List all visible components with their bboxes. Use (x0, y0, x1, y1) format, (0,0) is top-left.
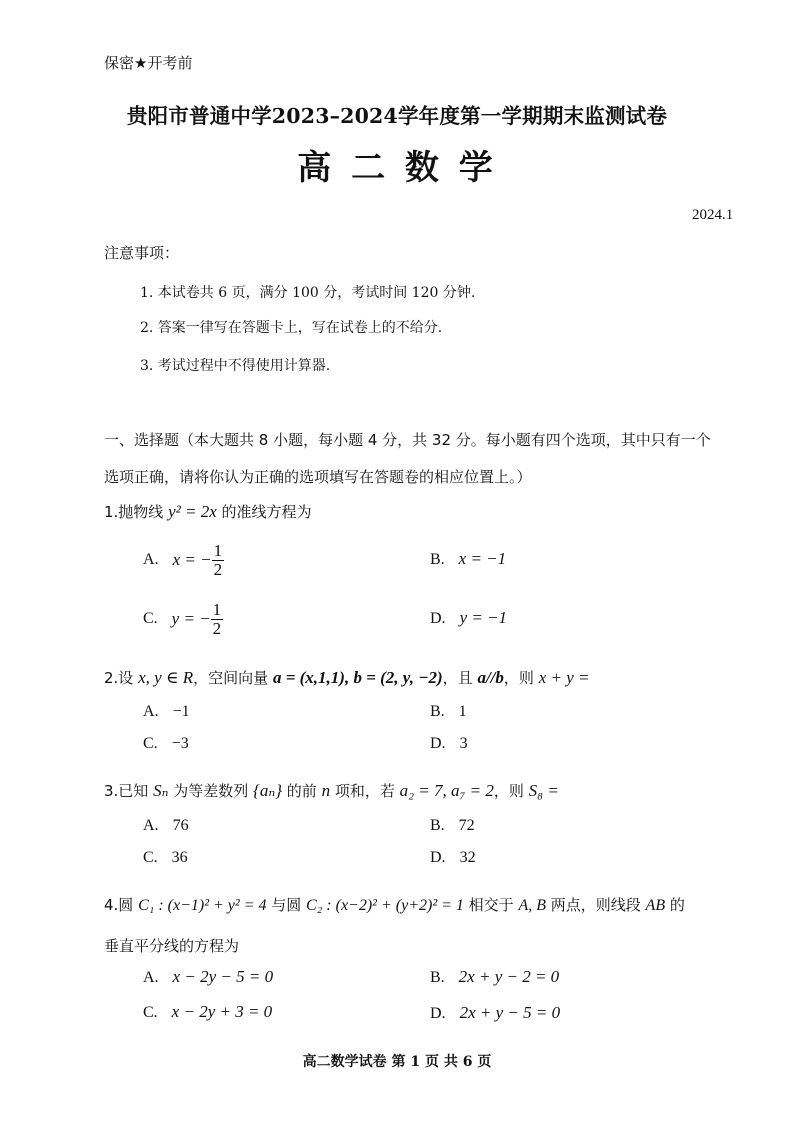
q4-option-c[interactable]: C. x − 2y + 3 = 0 (143, 1002, 273, 1021)
q1-option-d[interactable]: D. y = −1 (430, 608, 508, 627)
question-1-stem: 1.抛物线 y² = 2x 的准线方程为 (104, 502, 312, 521)
confidential-label: 保密★开考前 (104, 54, 193, 72)
exam-title: 贵阳市普通中学2023–2024学年度第一学期期末监测试卷 (126, 104, 668, 128)
question-3-stem: 3.已知 Sₙ 为等差数列 {aₙ} 的前 n 项和，若 a₂ = 7, a₇ = 2，则 S₈ = (104, 781, 559, 800)
q2-option-a[interactable]: A. −1 (143, 703, 190, 720)
q3-option-d[interactable]: D. 32 (430, 849, 476, 866)
question-4-stem-line2: 垂直平分线的方程为 (104, 937, 240, 955)
notes-item: 2. 答案一律写在答题卡上，写在试卷上的不给分. (140, 320, 443, 336)
page-footer: 高二数学试卷 第 1 页 共 6 页 (302, 1054, 492, 1070)
q2-option-b[interactable]: B. 1 (430, 703, 467, 720)
q4-option-d[interactable]: D. 2x + y − 5 = 0 (430, 1003, 561, 1022)
section-heading-line1: 一、选择题（本大题共 8 小题，每小题 4 分，共 32 分。每小题有四个选项，其中只有一个 (104, 431, 711, 449)
q4-option-b[interactable]: B. 2x + y − 2 = 0 (430, 967, 560, 986)
q3-option-c[interactable]: C. 36 (143, 849, 188, 866)
q1-option-b[interactable]: B. x = −1 (430, 549, 507, 568)
q1-option-a[interactable]: A. x = − $\frac{1}{2}$ (143, 540, 223, 579)
section-heading-line2: 选项正确，请将你认为正确的选项填写在答题卷的相应位置上。） (104, 468, 532, 486)
q2-option-c[interactable]: C. −3 (143, 735, 189, 752)
notes-heading: 注意事项： (104, 244, 180, 262)
q4-option-a[interactable]: A. x − 2y − 5 = 0 (143, 967, 274, 986)
fraction: $\frac{1}{2}$ (212, 599, 222, 638)
fraction: $\frac{1}{2}$ (213, 540, 223, 579)
notes-item: 1. 本试卷共 6 页，满分 100 分，考试时间 120 分钟. (140, 285, 476, 301)
question-2-stem: 2.设 x, y ∈ R，空间向量 a = (x,1,1), b = (2, y, −2)，且 a//b，则 x + y = (104, 668, 590, 687)
q1-option-c[interactable]: C. y = − $\frac{1}{2}$ (143, 599, 222, 638)
question-4-stem: 4.圆 C₁ : (x−1)² + y² = 4 与圆 C₂ : (x−2)² + (y+2)² = 1 相交于 A, B 两点，则线段 AB 的 (104, 896, 685, 914)
q3-option-b[interactable]: B. 72 (430, 817, 475, 834)
q2-option-d[interactable]: D. 3 (430, 735, 468, 752)
q3-option-a[interactable]: A. 76 (143, 817, 189, 834)
subject-title: 高 二 数 学 (297, 148, 497, 188)
exam-date: 2024.1 (692, 207, 734, 223)
notes-item: 3. 考试过程中不得使用计算器. (140, 358, 331, 374)
